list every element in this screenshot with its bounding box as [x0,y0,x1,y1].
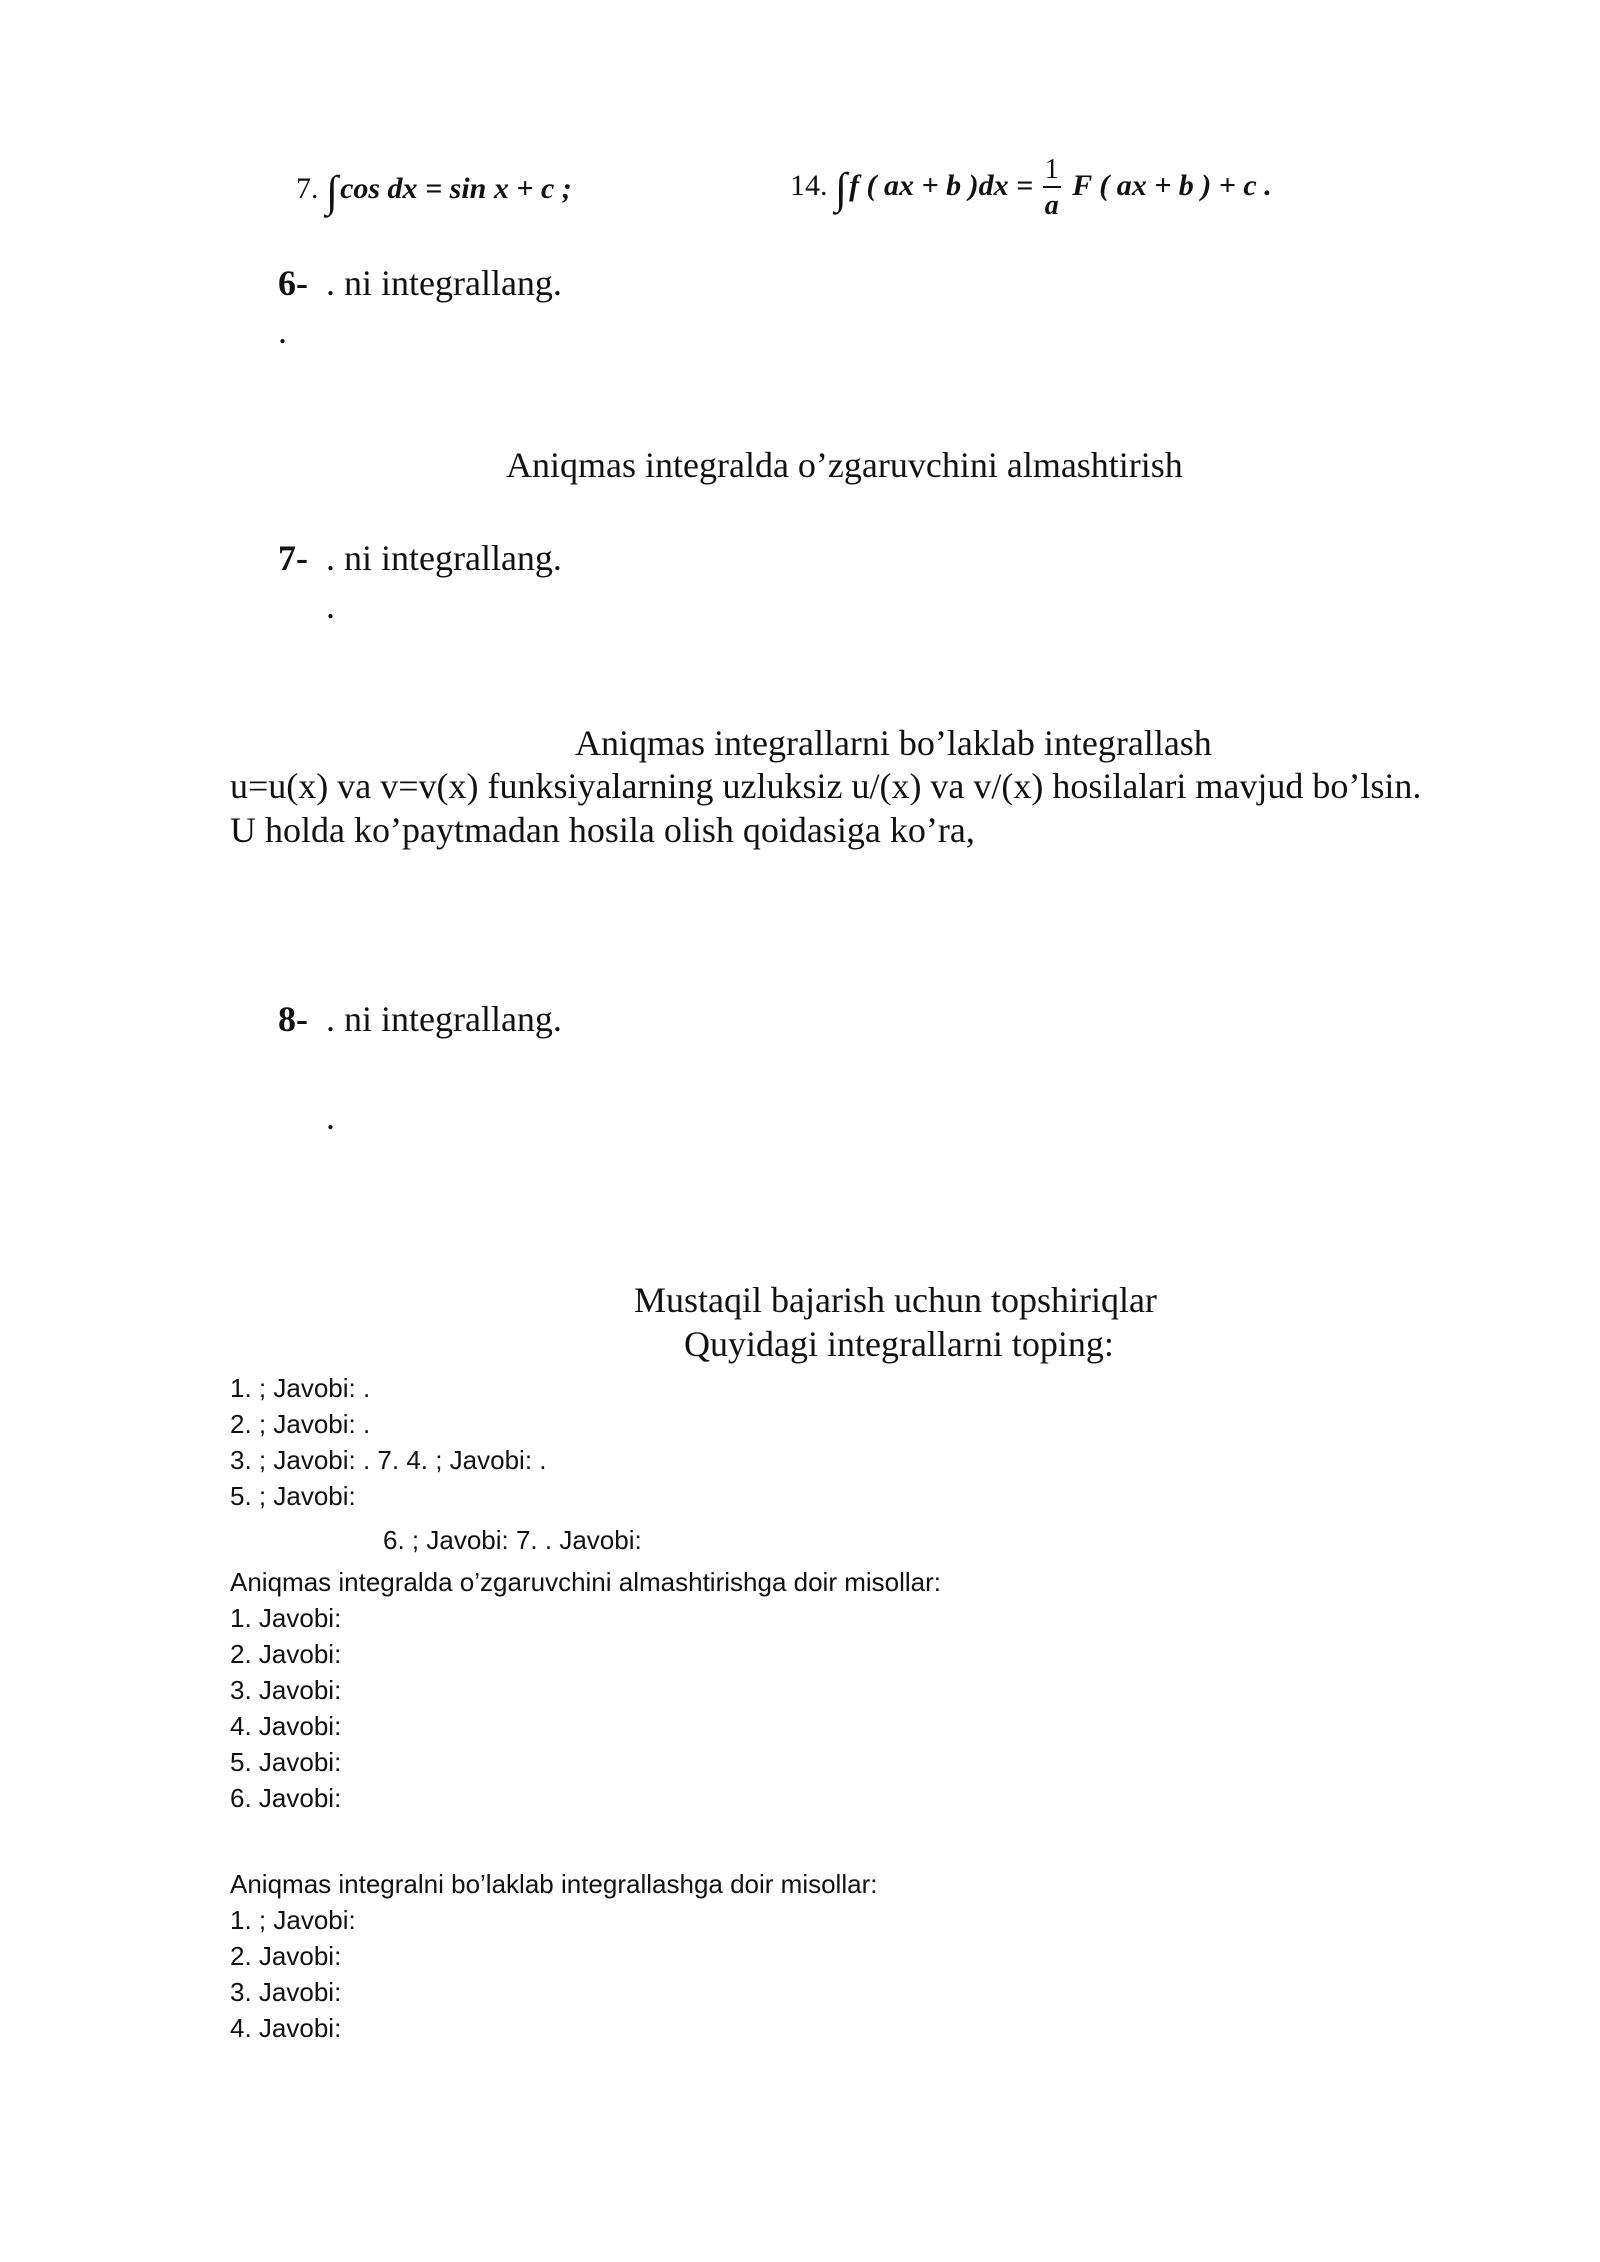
list-item: 3. Javobi: [230,1675,342,1705]
list-item: 3. Javobi: [230,1977,342,2007]
task-7 [278,537,562,579]
fraction-denominator: a [1044,190,1059,222]
task-6 [278,262,562,304]
list-item: 1. ; Javobi: [230,1905,356,1935]
task-8 [278,998,562,1040]
formula-7-number: 7. [296,172,319,205]
task-7-dot: . [326,586,335,626]
list-item: 2. Javobi: [230,1639,342,1669]
task-7-number: 7- [278,538,308,578]
list-item: 4. Javobi: [230,1711,342,1741]
parts-paragraph-line-1: u=u(x) va v=v(x) funksiyalarning uzluksiz u/(x) va v/(x) hosilalari mavjud bo’lsin. [230,766,1422,806]
list-item: 4. Javobi: [230,2013,342,2043]
formula-14-fraction [1043,156,1061,220]
list-item: 5. Javobi: [230,1747,342,1777]
formula-14 [790,155,1272,220]
formula-14-lhs: f ( ax + b )dx [849,169,1009,202]
integral-sign-icon: ∫ [326,167,339,216]
task-7-text: . ni integrallang. [326,538,562,578]
heading-find-integrals: Quyidagi integrallarni toping: [684,1324,1114,1364]
parts-paragraph-line-2: U holda ko’paytmadan hosila olish qoidasiga ko’ra, [230,810,975,850]
list-item: 2. Javobi: [230,1941,342,1971]
formula-14-rhs: F ( ax + b ) + c . [1072,169,1272,202]
formula-14-number: 14. [790,169,828,202]
task-8-dot: . [326,1097,335,1137]
list-item: 5. ; Javobi: [230,1481,356,1511]
formula-7-lhs: cos dx [340,172,418,205]
task-6-text: . ni integrallang. [326,263,562,303]
list-item: 2. ; Javobi: . [230,1409,371,1439]
formula-7-rhs: = sin x + c ; [425,172,572,205]
list-item: 6. Javobi: [230,1783,342,1813]
list-item: 1. Javobi: [230,1603,342,1633]
formula-14-eq: = [1016,169,1034,202]
list-item: 1. ; Javobi: . [230,1373,371,1403]
task-8-text: . ni integrallang. [326,999,562,1039]
fraction-numerator: 1 [1043,156,1061,188]
formula-7 [296,158,572,216]
heading-independent-work: Mustaqil bajarish uchun topshiriqlar [634,1280,1157,1320]
integral-sign-icon: ∫ [835,164,848,213]
task-8-number: 8- [278,999,308,1039]
heading-substitution: Aniqmas integralda o’zgaruvchini almashtirish [506,445,1183,485]
heading-integration-by-parts: Aniqmas integrallarni bo’laklab integrallash [575,723,1212,763]
task-6-number: 6- [278,263,308,303]
list-item-indented: 6. ; Javobi: 7. . Javobi: [383,1525,642,1555]
parts-examples-title: Aniqmas integralni bo’laklab integrallashga doir misollar: [230,1869,878,1899]
substitution-examples-title: Aniqmas integralda o’zgaruvchini almashtirishga doir misollar: [230,1567,941,1597]
task-6-dot: . [278,311,287,351]
list-item: 3. ; Javobi: . 7. 4. ; Javobi: . [230,1445,547,1475]
